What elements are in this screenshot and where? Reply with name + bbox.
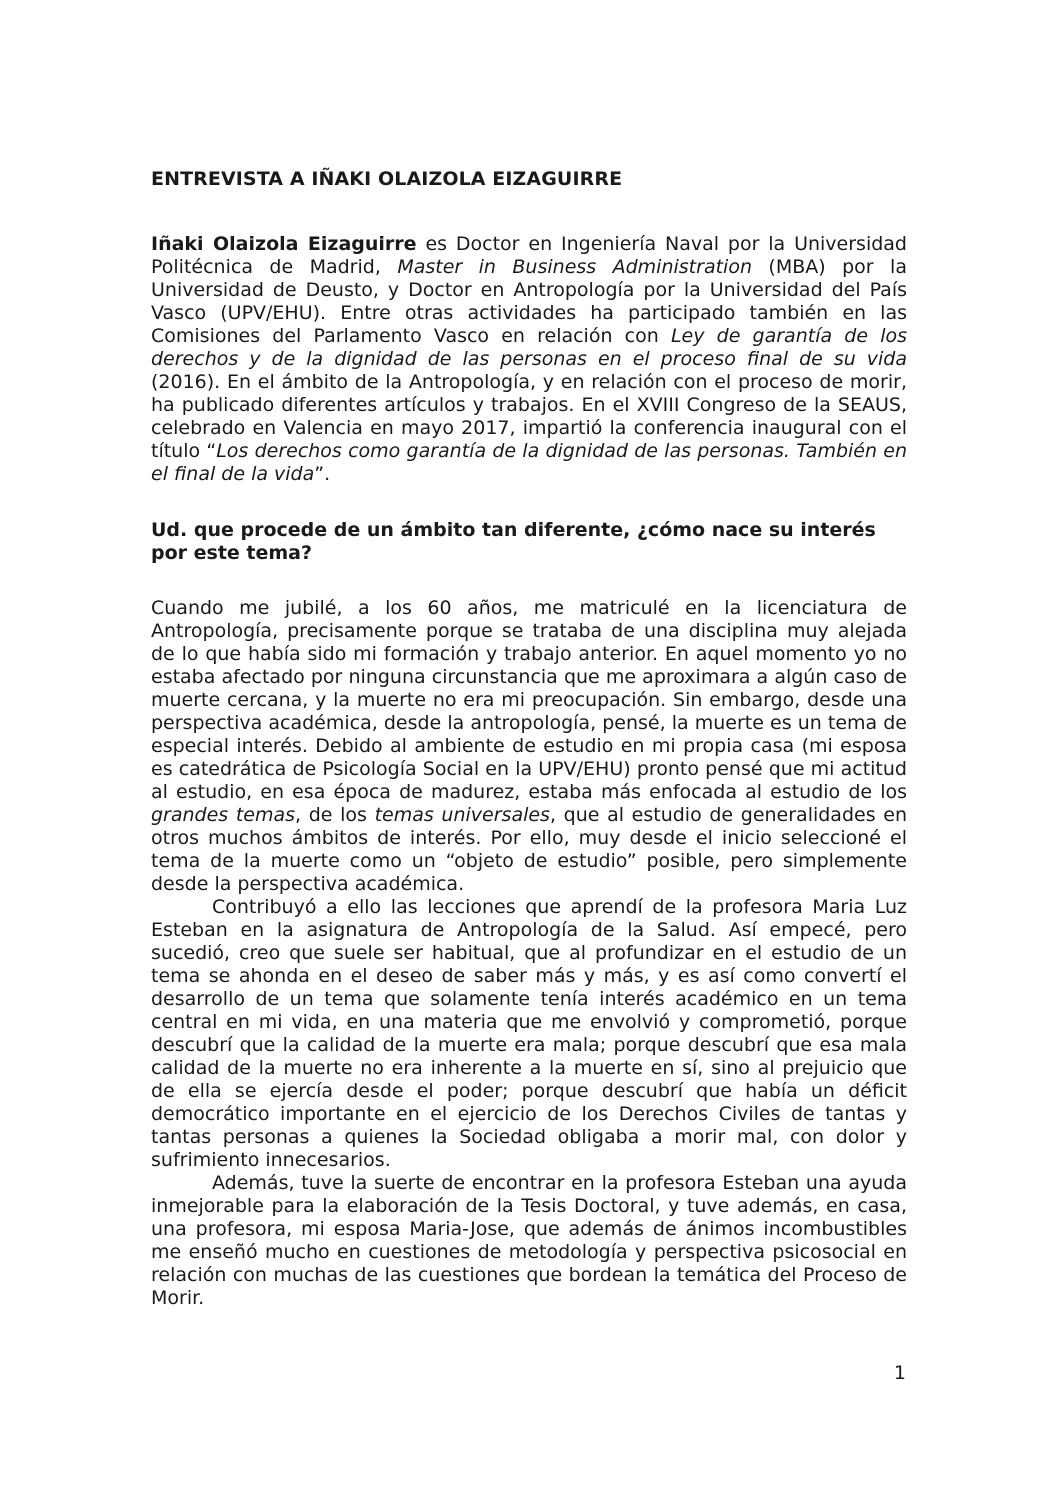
document-title: ENTREVISTA A IÑAKI OLAIZOLA EIZAGUIRRE — [151, 168, 623, 190]
intro-italic-law: Ley de garantía de los derechos y de la dignidad de las personas en el proceso final de su vida — [151, 325, 907, 370]
intro-text-1: es Doctor en Ingeniería Naval por la Universidad Politécnica de Madrid, — [151, 233, 907, 278]
intro-italic-mba: Master in Business Administration — [397, 256, 752, 278]
answer-text-1: Cuando me jubilé, a los 60 años, me matriculé en la licenciatura de Antropología, precisamente porque se trataba de una disciplina muy alejada de lo que había sido mi formación y trabajo anterior. En aquel momento yo no estaba afectado por ninguna circunstancia que me aproximara a algún caso de muerte cercana, y la muerte no era mi preocupación. Sin embargo, desde una perspectiva académica, desde la antropología, pensé, la muerte es un tema de especial interés. Debido al ambiente de estudio en mi propia casa (mi esposa es catedrática de Psicología Social en la UPV/EHU) pronto pensé que mi actitud al estudio, en esa época de madurez, estaba más enfocada al estudio de los — [151, 597, 907, 803]
answer-paragraph-3: Además, tuve la suerte de encontrar en la profesora Esteban una ayuda inmejorable para la elaboración de la Tesis Doctoral, y tuve además, en casa, una profesora, mi esposa Maria-Jose, que además de ánimos incombustibles me enseñó mucho en cuestiones de metodología y perspectiva psicosocial en relación con muchas de las cuestiones que bordean la temática del Proceso de Morir. — [151, 1172, 907, 1309]
page-number: 1 — [893, 1362, 906, 1384]
interviewee-name: Iñaki Olaizola Eizaguirre — [151, 233, 417, 255]
intro-text-3: (2016). En el ámbito de la Antropología, y en relación con el proceso de morir, ha publicado diferentes artículos y trabajos. En el XVIII Congreso de la SEAUS, celebrado en Valencia en mayo 2017, impartió la conferencia inaugural con el título “ — [151, 371, 907, 462]
answer-text-3: , que al estudio de generalidades en otros muchos ámbitos de interés. Por ello, muy desde el inicio seleccioné el tema de la muerte como un “objeto de estudio” posible, pero simplemente desde la perspectiva académica. — [151, 804, 907, 895]
answer-italic-grandes-temas: grandes temas — [151, 804, 296, 826]
intro-paragraph — [151, 233, 907, 486]
answer-paragraph-2: Contribuyó a ello las lecciones que aprendí de la profesora Maria Luz Esteban en la asignatura de Antropología de la Salud. Así empecé, pero sucedió, creo que suele ser habitual, que al profundizar en el estudio de un tema se ahonda en el deseo de saber más y más, y es así como convertí el desarrollo de un tema que solamente tenía interés académico en un tema central en mi vida, en una materia que me envolvió y comprometió, porque descubrí que la calidad de la muerte era mala; porque descubrí que esa mala calidad de la muerte no era inherente a la muerte en sí, sino al prejuicio que de ella se ejercía desde el poder; porque descubrí que había un déficit democrático importante en el ejercicio de los Derechos Civiles de tantas y tantas personas a quienes la Sociedad obligaba a morir mal, con dolor y sufrimiento innecesarios. — [151, 896, 907, 1171]
intro-italic-conference: Los derechos como garantía de la dignidad de las personas. También en el final de la vida — [151, 440, 907, 485]
intro-text-4: ”. — [314, 463, 331, 485]
answer-italic-temas-universales: temas universales — [374, 804, 550, 826]
interview-question: Ud. que procede de un ámbito tan diferente, ¿cómo nace su interés por este tema? — [151, 519, 876, 564]
answer-paragraph-1 — [151, 597, 907, 896]
document-body — [151, 168, 907, 1310]
answer-text-2: , de los — [295, 804, 375, 826]
intro-text-2: (MBA) por la Universidad de Deusto, y Doctor en Antropología por la Universidad del País Vasco (UPV/EHU). Entre otras actividades ha participado también en las Comisiones del Parlamento Vasco en relación con — [151, 256, 907, 347]
